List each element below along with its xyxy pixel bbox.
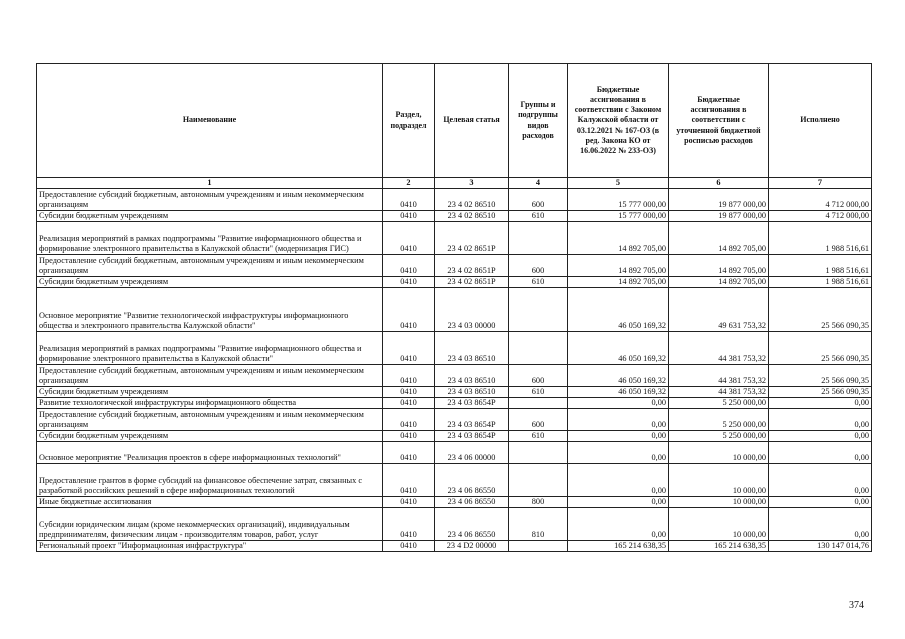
row-expense-group: 600 bbox=[509, 365, 568, 387]
row-budget-refined: 14 892 705,00 bbox=[669, 255, 769, 277]
row-section: 0410 bbox=[383, 189, 435, 211]
header-executed: Исполнено bbox=[769, 64, 872, 178]
table-row bbox=[37, 464, 872, 497]
row-budget-law: 46 050 169,32 bbox=[568, 387, 669, 398]
row-budget-refined: 10 000,00 bbox=[669, 442, 769, 464]
row-section: 0410 bbox=[383, 409, 435, 431]
row-budget-law: 14 892 705,00 bbox=[568, 277, 669, 288]
row-name: Основное мероприятие "Развитие технологической инфраструктуры информационного общества и электронного правительства Калужской области" bbox=[37, 288, 383, 332]
row-name: Субсидии бюджетным учреждениям bbox=[37, 387, 383, 398]
row-budget-refined: 5 250 000,00 bbox=[669, 431, 769, 442]
row-budget-law: 46 050 169,32 bbox=[568, 332, 669, 365]
row-budget-law: 15 777 000,00 bbox=[568, 211, 669, 222]
row-budget-refined: 44 381 753,32 bbox=[669, 332, 769, 365]
row-budget-law: 14 892 705,00 bbox=[568, 222, 669, 255]
row-target-code: 23 4 03 00000 bbox=[435, 288, 509, 332]
table-row bbox=[37, 497, 872, 508]
table-row bbox=[37, 398, 872, 409]
column-number: 5 bbox=[568, 178, 669, 189]
row-name: Предоставление субсидий бюджетным, автономным учреждениям и иным некоммерческим организациям bbox=[37, 409, 383, 431]
table-row bbox=[37, 387, 872, 398]
row-executed: 1 988 516,61 bbox=[769, 222, 872, 255]
row-executed: 25 566 090,35 bbox=[769, 387, 872, 398]
table-row bbox=[37, 222, 872, 255]
row-name: Предоставление субсидий бюджетным, автономным учреждениям и иным некоммерческим организациям bbox=[37, 189, 383, 211]
table-row bbox=[37, 431, 872, 442]
row-name: Субсидии бюджетным учреждениям bbox=[37, 277, 383, 288]
row-budget-law: 0,00 bbox=[568, 508, 669, 541]
row-budget-refined: 10 000,00 bbox=[669, 508, 769, 541]
row-budget-refined: 165 214 638,35 bbox=[669, 541, 769, 552]
row-expense-group: 600 bbox=[509, 409, 568, 431]
row-budget-law: 0,00 bbox=[568, 442, 669, 464]
row-executed: 4 712 000,00 bbox=[769, 189, 872, 211]
header-section: Раздел, подраздел bbox=[383, 64, 435, 178]
row-section: 0410 bbox=[383, 497, 435, 508]
row-name: Реализация мероприятий в рамках подпрограммы "Развитие информационного общества и формирование электронного правительства в Калужской области" bbox=[37, 332, 383, 365]
row-name: Субсидии бюджетным учреждениям bbox=[37, 431, 383, 442]
row-executed: 1 988 516,61 bbox=[769, 255, 872, 277]
row-executed: 25 566 090,35 bbox=[769, 288, 872, 332]
row-budget-law: 165 214 638,35 bbox=[568, 541, 669, 552]
row-name: Развитие технологической инфраструктуры информационного общества bbox=[37, 398, 383, 409]
row-name: Основное мероприятие "Реализация проектов в сфере информационных технологий" bbox=[37, 442, 383, 464]
row-budget-refined: 49 631 753,32 bbox=[669, 288, 769, 332]
row-section: 0410 bbox=[383, 332, 435, 365]
table-row bbox=[37, 211, 872, 222]
budget-table bbox=[36, 63, 872, 552]
row-target-code: 23 4 06 86550 bbox=[435, 508, 509, 541]
table-row bbox=[37, 365, 872, 387]
column-number: 7 bbox=[769, 178, 872, 189]
column-number: 3 bbox=[435, 178, 509, 189]
row-section: 0410 bbox=[383, 211, 435, 222]
table-row bbox=[37, 332, 872, 365]
row-target-code: 23 4 02 8651Р bbox=[435, 255, 509, 277]
row-budget-refined: 5 250 000,00 bbox=[669, 398, 769, 409]
row-budget-refined: 14 892 705,00 bbox=[669, 277, 769, 288]
row-name: Предоставление субсидий бюджетным, автономным учреждениям и иным некоммерческим организациям bbox=[37, 365, 383, 387]
row-section: 0410 bbox=[383, 464, 435, 497]
row-section: 0410 bbox=[383, 365, 435, 387]
row-executed: 25 566 090,35 bbox=[769, 365, 872, 387]
table-row bbox=[37, 409, 872, 431]
row-target-code: 23 4 06 86550 bbox=[435, 464, 509, 497]
table-row bbox=[37, 508, 872, 541]
row-expense-group: 610 bbox=[509, 387, 568, 398]
table-row bbox=[37, 541, 872, 552]
row-section: 0410 bbox=[383, 398, 435, 409]
row-expense-group: 800 bbox=[509, 497, 568, 508]
row-expense-group bbox=[509, 541, 568, 552]
row-expense-group: 610 bbox=[509, 431, 568, 442]
row-section: 0410 bbox=[383, 277, 435, 288]
row-section: 0410 bbox=[383, 508, 435, 541]
column-number: 1 bbox=[37, 178, 383, 189]
row-target-code: 23 4 02 86510 bbox=[435, 189, 509, 211]
header-row bbox=[37, 64, 872, 178]
row-executed: 0,00 bbox=[769, 508, 872, 541]
row-budget-law: 0,00 bbox=[568, 497, 669, 508]
row-budget-refined: 44 381 753,32 bbox=[669, 387, 769, 398]
row-name: Предоставление грантов в форме субсидий на финансовое обеспечение затрат, связанных с разработкой российских решений в сфере информационных технологий bbox=[37, 464, 383, 497]
table-row bbox=[37, 189, 872, 211]
row-executed: 4 712 000,00 bbox=[769, 211, 872, 222]
row-executed: 1 988 516,61 bbox=[769, 277, 872, 288]
row-budget-law: 0,00 bbox=[568, 464, 669, 497]
row-target-code: 23 4 02 86510 bbox=[435, 211, 509, 222]
row-budget-refined: 19 877 000,00 bbox=[669, 211, 769, 222]
row-section: 0410 bbox=[383, 222, 435, 255]
row-expense-group bbox=[509, 464, 568, 497]
row-name: Субсидии бюджетным учреждениям bbox=[37, 211, 383, 222]
row-target-code: 23 4 03 8654Р bbox=[435, 398, 509, 409]
row-section: 0410 bbox=[383, 442, 435, 464]
row-budget-law: 15 777 000,00 bbox=[568, 189, 669, 211]
row-name: Субсидии юридическим лицам (кроме некоммерческих организаций), индивидуальным предпринимателям, физическим лицам - производителям товаров, работ, услуг bbox=[37, 508, 383, 541]
row-target-code: 23 4 03 86510 bbox=[435, 387, 509, 398]
row-name: Реализация мероприятий в рамках подпрограммы "Развитие информационного общества и формирование электронного правительства в Калужской области" (модернизация ГИС) bbox=[37, 222, 383, 255]
row-section: 0410 bbox=[383, 255, 435, 277]
header-name: Наименование bbox=[37, 64, 383, 178]
row-budget-refined: 14 892 705,00 bbox=[669, 222, 769, 255]
row-target-code: 23 4 03 86510 bbox=[435, 365, 509, 387]
row-name: Региональный проект "Информационная инфраструктура" bbox=[37, 541, 383, 552]
table-row bbox=[37, 288, 872, 332]
row-executed: 0,00 bbox=[769, 464, 872, 497]
row-expense-group bbox=[509, 222, 568, 255]
row-budget-law: 46 050 169,32 bbox=[568, 365, 669, 387]
row-expense-group: 610 bbox=[509, 211, 568, 222]
row-expense-group: 610 bbox=[509, 277, 568, 288]
table-row bbox=[37, 255, 872, 277]
row-executed: 0,00 bbox=[769, 409, 872, 431]
page-number: 374 bbox=[849, 600, 864, 611]
row-budget-law: 46 050 169,32 bbox=[568, 288, 669, 332]
row-budget-refined: 19 877 000,00 bbox=[669, 189, 769, 211]
row-executed: 0,00 bbox=[769, 497, 872, 508]
row-target-code: 23 4 02 8651Р bbox=[435, 222, 509, 255]
row-executed: 0,00 bbox=[769, 398, 872, 409]
row-section: 0410 bbox=[383, 431, 435, 442]
row-expense-group: 600 bbox=[509, 189, 568, 211]
row-budget-refined: 44 381 753,32 bbox=[669, 365, 769, 387]
table-row bbox=[37, 277, 872, 288]
row-target-code: 23 4 03 86510 bbox=[435, 332, 509, 365]
row-expense-group bbox=[509, 442, 568, 464]
row-expense-group bbox=[509, 288, 568, 332]
table-row bbox=[37, 442, 872, 464]
row-target-code: 23 4 03 8654Р bbox=[435, 431, 509, 442]
row-name: Иные бюджетные ассигнования bbox=[37, 497, 383, 508]
row-expense-group bbox=[509, 398, 568, 409]
row-target-code: 23 4 D2 00000 bbox=[435, 541, 509, 552]
row-executed: 25 566 090,35 bbox=[769, 332, 872, 365]
row-budget-law: 0,00 bbox=[568, 409, 669, 431]
row-section: 0410 bbox=[383, 288, 435, 332]
column-number: 2 bbox=[383, 178, 435, 189]
header-target: Целевая статья bbox=[435, 64, 509, 178]
row-budget-refined: 10 000,00 bbox=[669, 497, 769, 508]
row-target-code: 23 4 02 8651Р bbox=[435, 277, 509, 288]
row-budget-law: 0,00 bbox=[568, 398, 669, 409]
row-section: 0410 bbox=[383, 541, 435, 552]
header-group: Группы и подгруппы видов расходов bbox=[509, 64, 568, 178]
row-expense-group: 810 bbox=[509, 508, 568, 541]
row-budget-refined: 5 250 000,00 bbox=[669, 409, 769, 431]
row-budget-law: 14 892 705,00 bbox=[568, 255, 669, 277]
column-number: 4 bbox=[509, 178, 568, 189]
row-target-code: 23 4 06 86550 bbox=[435, 497, 509, 508]
row-target-code: 23 4 06 00000 bbox=[435, 442, 509, 464]
header-budget-law: Бюджетные ассигнования в соответствии с Законом Калужской области от 03.12.2021 № 167-ОЗ (в ред. Закона КО от 16.06.2022 № 233-ОЗ) bbox=[568, 64, 669, 178]
row-expense-group bbox=[509, 332, 568, 365]
row-target-code: 23 4 03 8654Р bbox=[435, 409, 509, 431]
row-budget-law: 0,00 bbox=[568, 431, 669, 442]
row-executed: 0,00 bbox=[769, 431, 872, 442]
row-executed: 0,00 bbox=[769, 442, 872, 464]
column-number-row bbox=[37, 178, 872, 189]
row-name: Предоставление субсидий бюджетным, автономным учреждениям и иным некоммерческим организациям bbox=[37, 255, 383, 277]
row-executed: 130 147 014,76 bbox=[769, 541, 872, 552]
header-budget-refined: Бюджетные ассигнования в соответствии с уточненной бюджетной росписью расходов bbox=[669, 64, 769, 178]
row-expense-group: 600 bbox=[509, 255, 568, 277]
row-section: 0410 bbox=[383, 387, 435, 398]
column-number: 6 bbox=[669, 178, 769, 189]
row-budget-refined: 10 000,00 bbox=[669, 464, 769, 497]
